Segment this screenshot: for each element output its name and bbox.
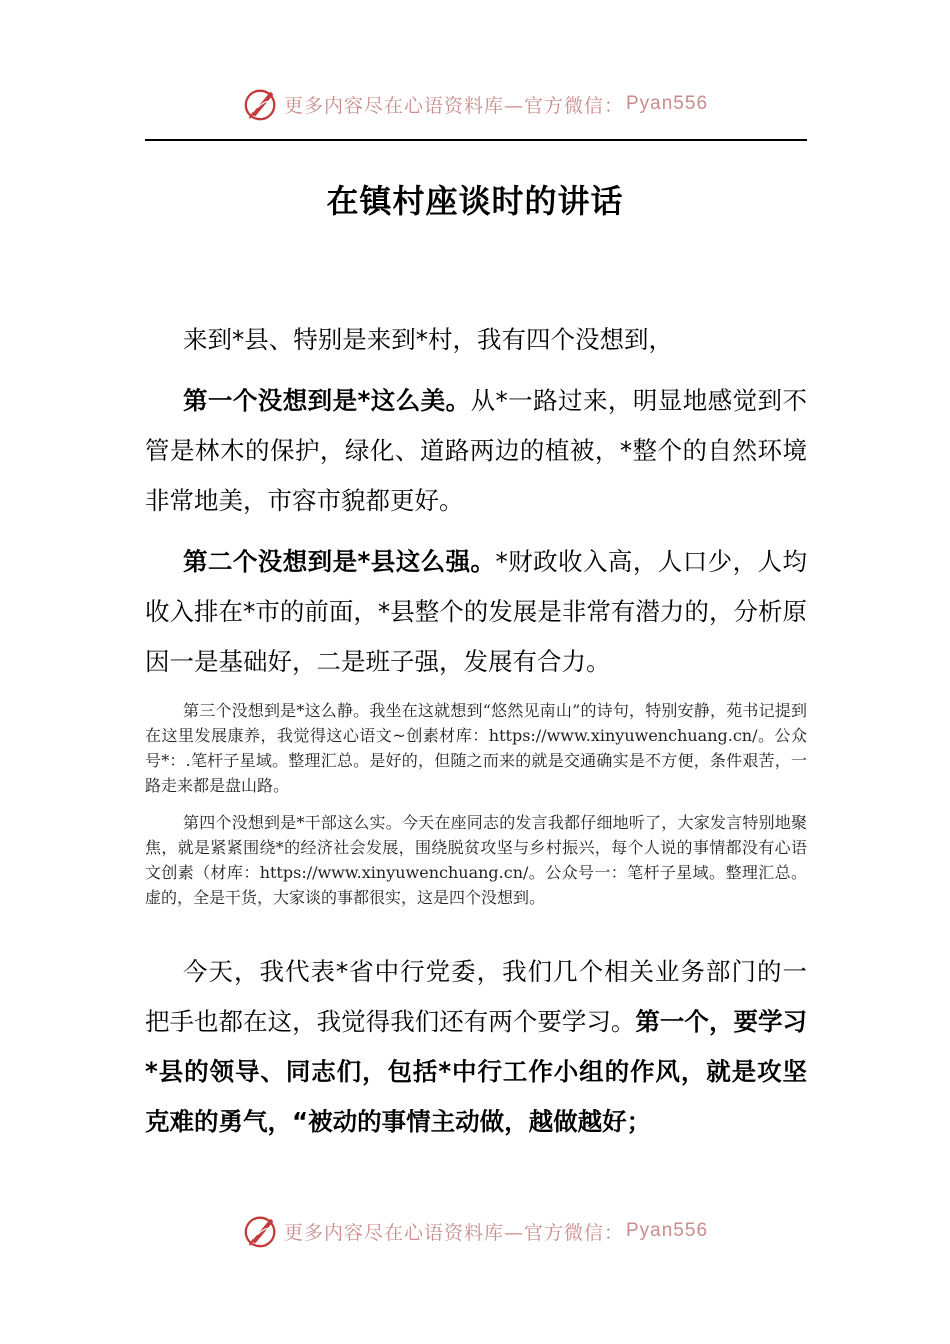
paragraph-fifth [145, 947, 807, 1147]
paragraph-fifth-bold: 第一个，要学习*县的领导、同志们，包括*中行工作小组的作风，就是攻坚克难的勇气，“被动的事情主动做，越做越好； [145, 1007, 808, 1136]
paragraph-first [145, 376, 807, 526]
paragraph-second [145, 537, 807, 687]
footer-brand-handle: Pyan556 [626, 1220, 709, 1241]
header-brand-text: 更多内容尽在心语资料库—官方微信： [283, 94, 624, 117]
intro-paragraph: 来到*县、特别是来到*村，我有四个没想到， [183, 325, 673, 354]
footer-brand-text: 更多内容尽在心语资料库—官方微信： [283, 1221, 624, 1244]
header-brand-handle: Pyan556 [626, 93, 709, 114]
footer-watermark [0, 1211, 950, 1251]
paragraph-fourth: 第四个没想到是*干部这么实。今天在座同志的发言我都仔细地听了，大家发言特别地聚焦，就是紧紧围绕*的经济社会发展，围绕脱贫攻坚与乡村振兴，每个人说的事情都没有心语文创素（材库：https://www.xinyuwenchuang.cn/。公众号一：笔杆子星域。整理汇总。虚的，全是干货，大家谈的事都很实，这是四个没想到。 [145, 813, 807, 907]
paragraph-first-text: 从*一路过来，明显地感觉到不管是林木的保护，绿化、道路两边的植被，*整个的自然环境非常地美，市容市貌都更好。 [145, 386, 807, 515]
paragraph-second-heading: 第二个没想到是*县这么强。 [183, 547, 496, 576]
header-watermark [0, 84, 950, 124]
paragraph-first-heading: 第一个没想到是*这么美。 [183, 386, 471, 415]
document-title: 在镇村座谈时的讲话 [326, 182, 624, 220]
quill-logo-icon [242, 85, 280, 123]
paragraph-fifth-text: 今天，我代表*省中行党委，我们几个相关业务部门的一把手也都在这，我觉得我们还有两个要学习。 [145, 957, 807, 1036]
quill-logo-icon [242, 1212, 280, 1250]
paragraph-third: 第三个没想到是*这么静。我坐在这就想到“悠然见南山”的诗句，特别安静，苑书记提到在这里发展康养，我觉得这心语文~创素材库：https://www.xinyuwenchuang.cn/。公众号*：.笔杆子星域。整理汇总。是好的，但随之而来的就是交通确实是不方便，条件艰苦，一路走来都是盘山路。 [145, 701, 807, 795]
paragraph-second-text: *财政收入高，人口少，人均收入排在*市的前面，*县整个的发展是非常有潜力的，分析原因一是基础好，二是班子强，发展有合力。 [145, 547, 807, 676]
header-divider [145, 139, 807, 141]
